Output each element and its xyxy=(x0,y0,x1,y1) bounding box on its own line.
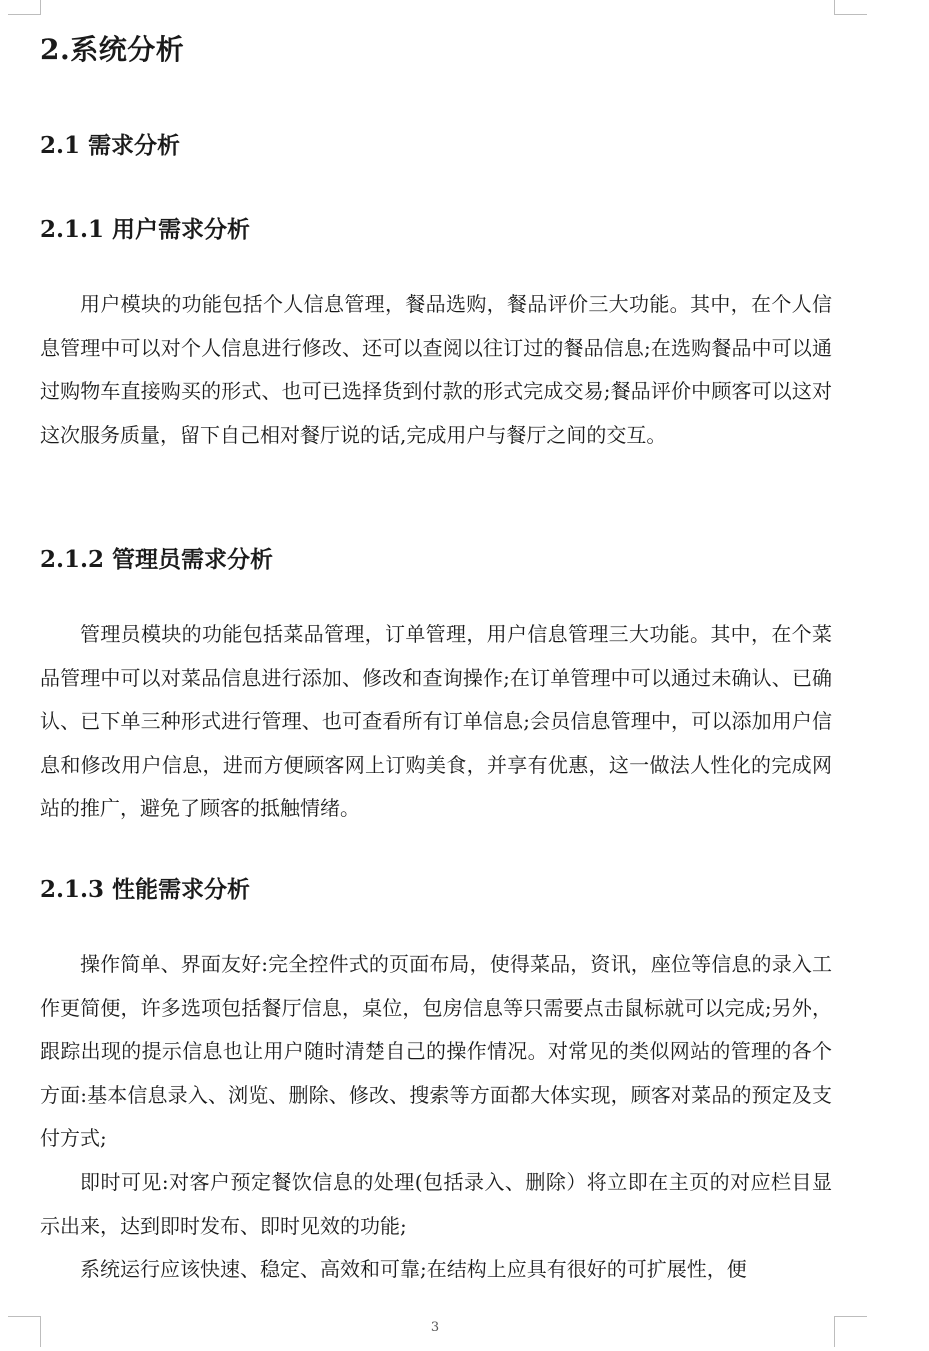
paragraph-performance-stability: 系统运行应该快速、稳定、高效和可靠;在结构上应具有很好的可扩展性，便 xyxy=(80,1257,747,1281)
section-heading-requirements: 2.1 需求分析 xyxy=(40,132,181,159)
paragraph-performance-realtime: 即时可见:对客户预定餐饮信息的处理(包括录入、删除）将立即在主页的对应栏目显示出来，达到即时发布、即时见效的功能; xyxy=(40,1170,832,1238)
subsection-heading-performance: 2.1.3 性能需求分析 xyxy=(40,876,251,903)
subsection-heading-admin: 2.1.2 管理员需求分析 xyxy=(40,546,274,573)
page-number: 3 xyxy=(430,1320,440,1335)
paragraph-performance-usability: 操作简单、界面友好:完全控件式的页面布局，使得菜品，资讯，座位等信息的录入工作更简便，许多选项包括餐厅信息，桌位，包房信息等只需要点击鼠标就可以完成;另外，跟踪出现的提示信息也让用户随时清楚自己的操作情况。对常见的类似网站的管理的各个方面:基本信息录入、浏览、删除、修改、搜索等方面都大体实现，顾客对菜品的预定及支付方式; xyxy=(40,952,832,1150)
paragraph-admin-requirements: 管理员模块的功能包括菜品管理，订单管理，用户信息管理三大功能。其中，在个菜品管理中可以对菜品信息进行添加、修改和查询操作;在订单管理中可以通过未确认、已确认、已下单三种形式进行管理、也可查看所有订单信息;会员信息管理中，可以添加用户信息和修改用户信息，进而方便顾客网上订购美食，并享有优惠，这一做法人性化的完成网站的推广，避免了顾客的抵触情绪。 xyxy=(40,622,832,820)
chapter-heading: 2.系统分析 xyxy=(40,33,185,66)
crop-mark-top-right xyxy=(834,0,867,15)
crop-mark-top-left xyxy=(8,0,41,15)
subsection-heading-user: 2.1.1 用户需求分析 xyxy=(40,216,251,243)
paragraph-user-requirements: 用户模块的功能包括个人信息管理，餐品选购，餐品评价三大功能。其中，在个人信息管理中可以对个人信息进行修改、还可以查阅以往订过的餐品信息;在选购餐品中可以通过购物车直接购买的形式、也可已选择货到付款的形式完成交易;餐品评价中顾客可以这对这次服务质量，留下自己相对餐厅说的话,完成用户与餐厅之间的交互。 xyxy=(40,292,832,447)
